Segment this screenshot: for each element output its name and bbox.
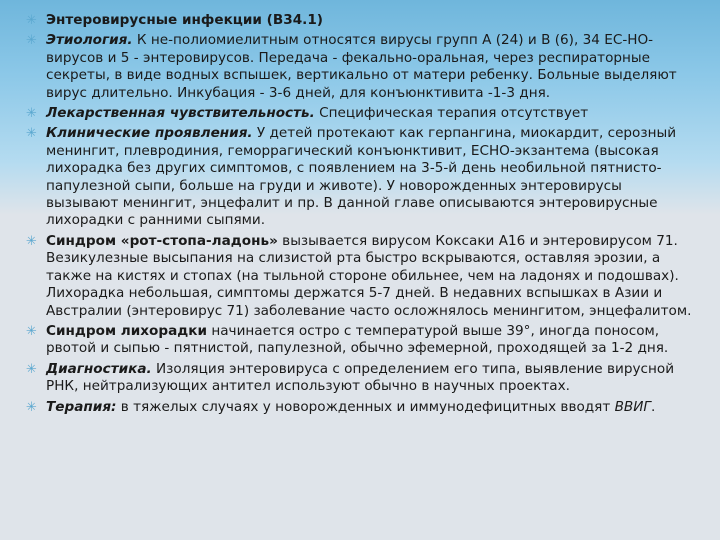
item-heading: Терапия: bbox=[46, 398, 117, 415]
item-heading: Диагностика. bbox=[46, 360, 152, 377]
item-text: К не-полиомиелитным относятся вирусы групп А (24) и В (6), 34 ЕС-НО-вирусов и 5 - энтеровирусов. Передача - фекально-оральная, через респираторные секреты, в виде водных вспышек, вертикально от матери ребенку. Больные выделяют вирус длительно. Инкубация - 3-6 дней, для конъюнктивита -1-3 дня. bbox=[46, 32, 677, 101]
item-text: вызывается вирусом Коксаки А16 и энтеровирусом 71. Везикулезные высыпания на слизистой рта быстро вскрываются, оставляя эрозии, а также на кистях и стопах (на тыльной стороне обильнее, чем на ладонях и подошвах). Лихорадка небольшая, симптомы держатся 5-7 дней. В недавних вспышках в Азии и Австралии (энтеровирус 71) заболевание часто осложнялось менингитом, энцефалитом. bbox=[46, 232, 692, 319]
star-bullet-icon: ✳ bbox=[26, 13, 37, 28]
star-bullet-icon: ✳ bbox=[26, 106, 37, 122]
list-item-therapy bbox=[26, 399, 694, 416]
star-bullet-icon: ✳ bbox=[26, 233, 37, 249]
item-text-end: . bbox=[651, 398, 656, 415]
item-heading: Лекарственная чувствительность. bbox=[46, 105, 315, 122]
star-bullet-icon: ✳ bbox=[26, 126, 37, 142]
list-item-title bbox=[26, 12, 694, 29]
star-bullet-icon: ✳ bbox=[26, 399, 37, 415]
item-text: Изоляция энтеровируса с определением его типа, выявление вирусной РНК, нейтрализующих антител используют обычно в научных проектах. bbox=[46, 360, 675, 395]
item-heading: Синдром «рот-стопа-ладонь» bbox=[46, 232, 278, 249]
item-text-italic: ВВИГ bbox=[614, 398, 651, 415]
list-item-fever bbox=[26, 323, 694, 358]
item-heading: Синдром лихорадки bbox=[46, 322, 208, 339]
list-item-etiology bbox=[26, 32, 694, 102]
star-bullet-icon: ✳ bbox=[26, 323, 37, 339]
slide-body bbox=[26, 12, 694, 419]
item-heading: Этиология. bbox=[46, 32, 133, 49]
item-text: Специфическая терапия отсутствует bbox=[314, 105, 589, 122]
list-item-drug-sensitivity bbox=[26, 105, 694, 122]
item-heading: Энтеровирусные инфекции (В34.1) bbox=[46, 12, 323, 28]
item-text: У детей протекают как герпангина, миокардит, серозный менингит, плевродиния, геморрагический конъюнктивит, ЕСНО-экзантема (высокая лихорадка без других симптомов, с появлением на 3-5-й день необильной пятнисто-папулезной сыпи, больше на груди и животе). У новорожденных энтеровирусы вызывают менингит, энцефалит и пр. В данной главе описываются энтеровирусные лихорадки с ранними сыпями. bbox=[46, 125, 677, 229]
star-bullet-icon: ✳ bbox=[26, 361, 37, 377]
list-item-hfmd bbox=[26, 233, 694, 320]
item-text: в тяжелых случаях у новорожденных и иммунодефицитных вводят bbox=[116, 398, 615, 415]
list-item-diagnostics bbox=[26, 361, 694, 396]
item-heading: Клинические проявления. bbox=[46, 125, 253, 142]
star-bullet-icon: ✳ bbox=[26, 33, 37, 49]
list-item-clinical bbox=[26, 125, 694, 229]
item-text: начинается остро с температурой выше 39°, иногда поносом, рвотой и сыпью - пятнистой, папулезной, обычно эфемерной, проходящей за 1-2 дня. bbox=[46, 322, 669, 357]
